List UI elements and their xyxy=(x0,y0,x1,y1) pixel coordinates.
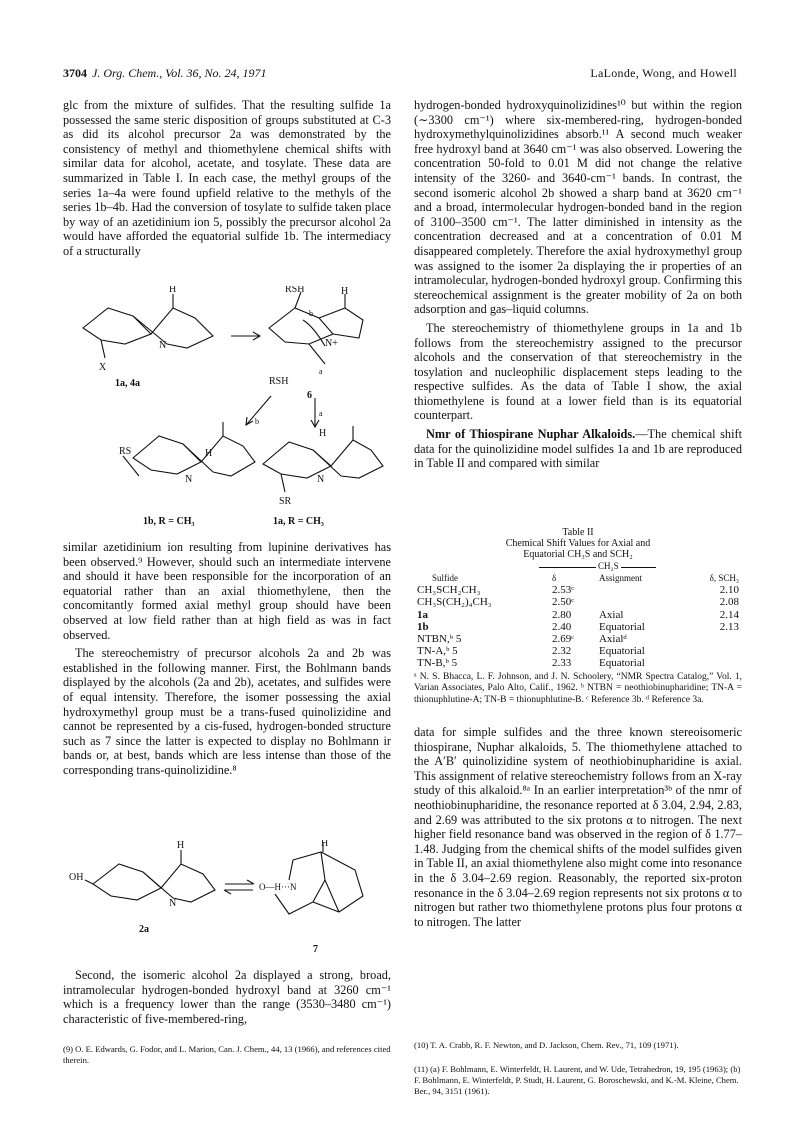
right-column-top xyxy=(414,98,742,475)
cell-sulfide: CH₃SCH₂CH₃ xyxy=(417,584,481,597)
nplus-label: N+ xyxy=(325,338,338,349)
h-label-4: H xyxy=(319,428,327,439)
col-header-delta-sch3: δ, SCH₃ xyxy=(709,573,739,583)
cell-delta-sch3 xyxy=(683,633,742,645)
cell-sulfide: 1b xyxy=(417,620,429,633)
structure-6 xyxy=(269,292,363,364)
n-label-3: N xyxy=(185,474,193,485)
right-paragraph-3: Nmr of Thiospirane Nuphar Alkaloids.—The chemical shift data for the quinolizidine model sulfides 1a and 1b are reproduced in Table II and compared with similar xyxy=(414,427,743,471)
x-label: X xyxy=(99,362,107,373)
table-2-footnote: ᵃ N. S. Bhacca, L. F. Johnson, and J. N. Schoolery, “NMR Spectra Catalog,” Vol. 1, Varian Associates, Palo Alto, Calif., 1962. ᵇ NTBN = neothiobinupharidine; TN-A = thionuphlutine-A; TN-B = thionuphlutine-B. ᶜ Reference 3b. ᵈ Reference 3a. xyxy=(414,671,742,705)
cell-delta: 2.80 xyxy=(551,608,572,621)
oh-label: OH xyxy=(69,872,84,883)
h-label-1: H xyxy=(169,286,177,295)
structure-2a xyxy=(85,850,215,902)
compound-label-7: 7 xyxy=(313,944,318,955)
compound-label-6: 6 xyxy=(307,390,312,401)
table-2-header-row xyxy=(414,572,742,584)
col-header-sulfide: Sulfide xyxy=(432,573,458,583)
journal-citation: J. Org. Chem., Vol. 36, No. 24, 1971 xyxy=(92,66,267,80)
cell-delta-sch3 xyxy=(683,657,742,669)
col-header-delta: δ xyxy=(551,573,557,583)
rsh-label-bottom: RSH xyxy=(269,376,289,387)
left-paragraph-3: The stereochemistry of precursor alcohols 2a and 2b was established in the following manner. First, the Bohlmann bands displayed by the alcohols (2a and 2b), acetates, and sulfides were of equal intensity. Therefore, the isomer possessing the axial hydroxymethyl group must be a trans-fused quinolizidine and cannot be represented by a cis-fused, hydrogen-bonded structure such as 7 since the latter is expected to display no Bohlmann ir bands or, at best, bands which are less intense than those of the corresponding trans-quinolizidine.⁸ xyxy=(63,646,391,777)
cell-assignment: Equatorial xyxy=(598,645,645,658)
structure-7 xyxy=(275,842,363,914)
cell-delta-sch3 xyxy=(683,645,742,657)
cell-assignment: Equatorial xyxy=(598,620,645,633)
table-row xyxy=(414,584,742,596)
b-label-6: b xyxy=(309,309,313,318)
col-header-assignment: Assignment xyxy=(598,573,642,583)
running-authors: LaLonde, Wong, and Howell xyxy=(590,66,737,80)
page-number: 3704 xyxy=(63,66,87,80)
oh-n-bond-label: O—H···N xyxy=(259,882,297,892)
cell-delta: 2.53ᶜ xyxy=(551,584,575,597)
left-paragraph-1: glc from the mixture of sulfides. That the resulting sulfide 1a possessed the same steric disposition of groups substituted at C-3 as did its alcohol precursor 2a was demonstrated by the consistency of methyl and thiomethylene chemical shifts with similar data for alcohol, acetate, and tosylate. These data are summarized in Table I. In each case, the methyl groups of the series 1a–4a were found upfield relative to the methyls of the series 1b–4b. Had the conversion of tosylate to sulfide taken place by way of an azetidinium ion 5, possibly the precursor alcohol 2a would have afforded the equatorial sulfide 1b. The intermediacy of a structurally xyxy=(63,98,391,258)
cell-assignment: Equatorial xyxy=(598,657,645,670)
n-label-2a: N xyxy=(169,898,177,909)
cell-sulfide: TN-A,ᵇ 5 xyxy=(417,645,458,658)
n-label-4: N xyxy=(317,474,325,485)
left-paragraph-4: Second, the isomeric alcohol 2a displayed a strong, broad, intramolecular hydrogen-bonded hydroxyl band at 3260 cm⁻¹ which is a frequency lower than the range (3530–3480 cm⁻¹) characteristic of five-membered-ring, xyxy=(63,968,391,1026)
compound-label-2a: 2a xyxy=(139,924,149,935)
table-2-subtitle-1: Chemical Shift Values for Axial and xyxy=(505,538,651,549)
a-label-6: a xyxy=(319,367,323,376)
compound-label-1a: 1a, R = CH₃ xyxy=(273,516,324,527)
sr-label: SR xyxy=(279,496,292,507)
cell-assignment: Axialᵈ xyxy=(598,633,627,646)
table-row xyxy=(414,621,742,633)
cell-sulfide: 1a xyxy=(417,608,428,621)
compound-label-1b: 1b, R = CH₃ xyxy=(143,516,195,527)
left-column-bottom xyxy=(63,968,391,1030)
right-column-bottom xyxy=(414,725,742,933)
table-2-subtitle-2: Equatorial CH₃S and SCH₂ xyxy=(523,549,633,560)
left-column-top xyxy=(63,98,391,263)
b-label-arrow: b xyxy=(255,417,259,426)
table-row xyxy=(414,596,742,608)
structure-1a-4a xyxy=(83,294,213,358)
table-row xyxy=(414,633,742,645)
right-paragraph-1: hydrogen-bonded hydroxyquinolizidines¹⁰ but within the region (∼3300 cm⁻¹) where six-membered-ring, hydrogen-bonded hydroxymethylquinolizidines absorb.¹¹ A second much weaker free hydroxyl band at 3640 cm⁻¹ was also observed. Lowering the concentration 50-fold to 0.01 M did not change the relative intensity of the 3260- and 3640-cm⁻¹ bands. In contrast, the second isomeric alcohol 2b showed a sharp band at 3620 cm⁻¹ and a broad, intermolecular hydrogen-bonded band in the region of 3100–3500 cm⁻¹. The latter diminished in intensity as the concentration decreased and at a concentration of 0.01 M disappeared completely. Therefore the axial hydroxymethyl group was assigned to the isomer 2a displaying the ir properties of an intramolecular, hydrogen-bonded hydroxyl group. Confirming this stereochemical assignment is the greater mobility of 2a on both adsorption and gas–liquid columns. xyxy=(414,98,742,317)
group-header: CH₂S xyxy=(598,561,619,571)
table-row xyxy=(414,645,742,657)
cell-assignment xyxy=(596,584,683,596)
table-2 xyxy=(414,572,742,670)
cell-delta: 2.32 xyxy=(551,645,572,658)
compound-label-1a-4a: 1a, 4a xyxy=(115,378,140,389)
cell-assignment xyxy=(596,596,683,608)
left-column-middle xyxy=(63,540,391,782)
cell-delta-sch3: 2.13 xyxy=(719,620,739,633)
h-label-3: H xyxy=(205,448,213,459)
footnote-10: (10) T. A. Crabb, R. F. Newton, and D. Jackson, Chem. Rev., 71, 109 (1971). xyxy=(414,1040,679,1050)
right-paragraph-2: The stereochemistry of thiomethylene groups in 1a and 1b follows from the stereochemistry assigned to the precursor alcohols and the conservation of that stereochemistry in the tosylation and nucleophilic displacement steps leading to the respective sulfides. As the data of Table I show, the axial thiomethylene is found at a lower field than is its equatorial counterpart. xyxy=(414,320,742,423)
cell-delta-sch3: 2.10 xyxy=(719,584,739,597)
table-row xyxy=(414,609,742,621)
table-2-body xyxy=(414,584,742,669)
n-label-1: N xyxy=(159,340,167,351)
rs-label: RS xyxy=(119,446,132,457)
footnote-11: (11) (a) F. Bohlmann, E. Winterfeldt, H. Laurent, and W. Ude, Tetrahedron, 19, 195 (1963); (b) F. Bohlmann, E. Winterfeldt, P. Studt, H. Laurent, G. Boroschewski, and K.-M. Kleine, Chem. Ber., 94, 3151 (1961). xyxy=(414,1064,741,1096)
table-2-block xyxy=(414,527,742,706)
a-label-arrow: a xyxy=(319,409,323,418)
table-row xyxy=(414,657,742,669)
structure-1b xyxy=(123,422,255,476)
cell-sulfide: TN-B,ᵇ 5 xyxy=(417,657,458,670)
cell-delta-sch3: 2.14 xyxy=(719,608,739,621)
right-paragraph-4: data for simple sulfides and the three known stereoisomeric thiospirane, Nuphar alkaloids, 5. The thiomethylene attached to the A′B′ quinolizidine system of neothiobinupharidine is axial. This assignment of relative stereochemistry follows from an X-ray study of this alkaloid.⁸ᵃ In an earlier interpretation³ᵇ of the nmr of neothiobinupharidine, the resonance reported at δ 3.04, 2.94, 2.83, and 2.69 was attributed to the six protons α to nitrogen. The next higher field resonance band was observed in the region of δ 1.77–1.48. Judging from the chemical shifts of the model sulfides given in Table II, an axial thiomethylene also might come into resonance in the δ 3.04–2.69 region. Reasonably, the reported six-proton resonance in the δ 3.04–2.69 region represents not six protons α to nitrogen but rather two thiomethylene protons plus four protons α to nitrogen. The latter xyxy=(414,725,742,929)
cell-sulfide: NTBN,ᵇ 5 xyxy=(417,633,462,646)
section-title: Nmr of Thiospirane Nuphar Alkaloids. xyxy=(426,427,636,442)
cell-assignment: Axial xyxy=(598,608,624,621)
reaction-scheme-1 xyxy=(63,286,393,528)
left-paragraph-2: similar azetidinium ion resulting from lupinine derivatives has been observed.⁹ However, should such an intermediate intervene and should it have been responsible for the incorporation of an equatorial rather than an axial thiomethylene, then the concomitantly formed axial methyl group should have been observed at low field rather than at high field as was in fact observed. xyxy=(63,540,391,642)
h-label-7: H xyxy=(321,840,329,849)
cell-delta-sch3: 2.08 xyxy=(719,596,739,609)
cell-delta: 2.50ᶜ xyxy=(551,596,575,609)
h-label-2: H xyxy=(341,286,349,297)
cell-delta: 2.69ᶜ xyxy=(551,633,575,646)
cell-sulfide: CH₃S(CH₂)₄CH₃ xyxy=(417,596,492,609)
footnote-9: (9) O. E. Edwards, G. Fodor, and L. Marion, Can. J. Chem., 44, 13 (1966), and references cited therein. xyxy=(63,1044,391,1065)
table-2-title: Table II xyxy=(562,527,594,538)
reaction-scheme-2 xyxy=(63,840,393,960)
h-label-2a: H xyxy=(177,840,185,851)
cell-delta: 2.33 xyxy=(551,657,572,670)
rsh-label-top: RSH xyxy=(285,286,305,295)
cell-delta: 2.40 xyxy=(551,620,572,633)
table-2-group-header-row xyxy=(414,562,742,572)
